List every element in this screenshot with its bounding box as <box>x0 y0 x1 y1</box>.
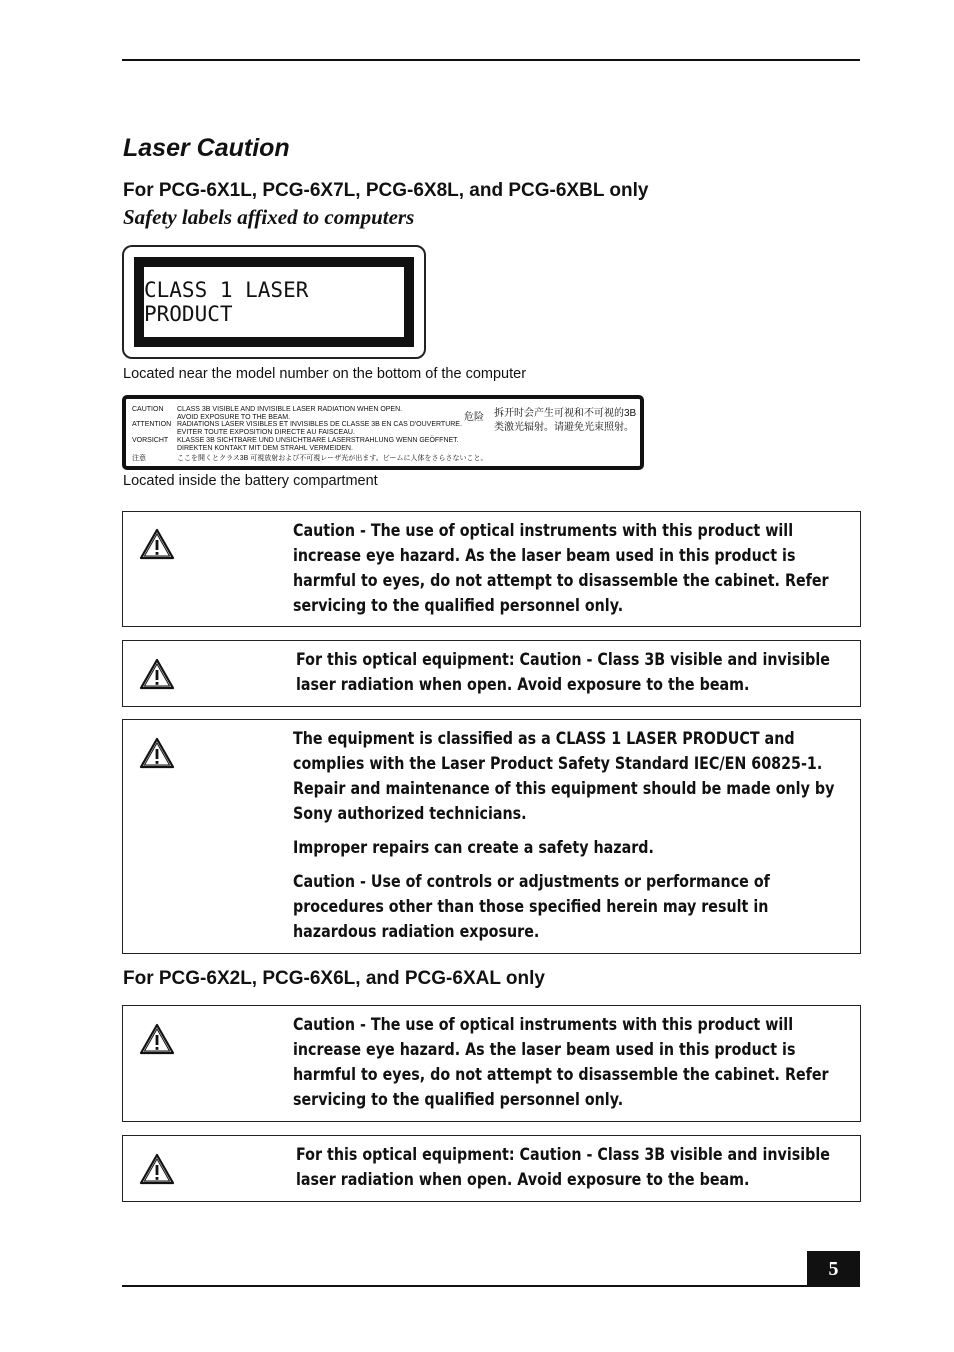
section1-models-heading: For PCG-6X1L, PCG-6X7L, PCG-6X8L, and PCG-6XBL only <box>123 180 649 201</box>
warning-triangle-icon <box>139 658 175 690</box>
top-rule <box>122 59 860 61</box>
label1-caption: Located near the model number on the bottom of the computer <box>123 366 527 382</box>
battery-compartment-label <box>122 395 644 470</box>
page-title: Laser Caution <box>123 134 290 162</box>
caution-text: The equipment is classified as a CLASS 1 LASER PRODUCT and complies with the Laser Product Safety Standard IEC/EN 60825-1. Repair and maintenance of this equipment should be made only by Sony authorized technicians. Improper repairs can create a safety hazard. Caution - Use of controls or adjustments or performance of procedures other than those specified herein may result in hazardous radiation exposure. <box>293 729 835 942</box>
label2-chinese-value: 拆开时会产生可视和不可视的3B 类激光辐射。请避免光束照射。 <box>494 408 637 433</box>
safety-labels-subheading: Safety labels affixed to computers <box>123 205 415 229</box>
page-number: 5 <box>807 1251 860 1287</box>
caution-box <box>122 640 861 707</box>
bottom-rule <box>122 1285 860 1287</box>
warning-triangle-icon <box>139 737 175 769</box>
caution-box <box>122 1135 861 1202</box>
section2-models-heading: For PCG-6X2L, PCG-6X6L, and PCG-6XAL only <box>123 968 545 989</box>
label2-chinese-key: 危险 <box>464 412 484 423</box>
caution-box <box>122 511 861 627</box>
label2-row: ATTENTION RADIATIONS LASER VISIBLES ET INVISIBLES DE CLASSE 3B EN CAS D'OUVERTURE. EVITER TOUTE EXPOSITION DIRECTE AU FAISCEAU. <box>132 421 462 436</box>
class1-laser-label <box>122 245 426 359</box>
label2-caption: Located inside the battery compartment <box>123 473 378 489</box>
warning-triangle-icon <box>139 1023 175 1055</box>
caution-text: Caution - The use of optical instruments with this product will increase eye hazard. As the laser beam used in this product is harmful to eyes, do not attempt to disassemble the cabinet. Refer servicing to the qualified personnel only. <box>293 1015 829 1110</box>
label2-row: VORSICHT KLASSE 3B SICHTBARE UND UNSICHTBARE LASERSTRAHLUNG WENN GEÖFFNET. DIREKTEN KONTAKT MIT DEM STRAHL VERMEIDEN. <box>132 437 459 452</box>
caution-box <box>122 719 861 954</box>
caution-text: For this optical equipment: Caution - Class 3B visible and invisible laser radiation when open. Avoid exposure to the beam. <box>296 1145 830 1190</box>
label2-row: 注意 ここを開くとクラス3B 可視放射および不可視レーザ光が出ます。ビームに人体をさらさないこと。 <box>132 455 488 462</box>
warning-triangle-icon <box>139 1153 175 1185</box>
label2-row: CAUTION CLASS 3B VISIBLE AND INVISIBLE LASER RADIATION WHEN OPEN. AVOID EXPOSURE TO THE BEAM. <box>132 406 403 421</box>
class1-label-text: CLASS 1 LASER PRODUCT <box>144 278 309 326</box>
warning-triangle-icon <box>139 528 175 560</box>
caution-box <box>122 1005 861 1122</box>
caution-text: For this optical equipment: Caution - Class 3B visible and invisible laser radiation when open. Avoid exposure to the beam. <box>296 650 830 695</box>
caution-text: Caution - The use of optical instruments with this product will increase eye hazard. As the laser beam used in this product is harmful to eyes, do not attempt to disassemble the cabinet. Refer servicing to the qualified personnel only. <box>293 521 829 616</box>
